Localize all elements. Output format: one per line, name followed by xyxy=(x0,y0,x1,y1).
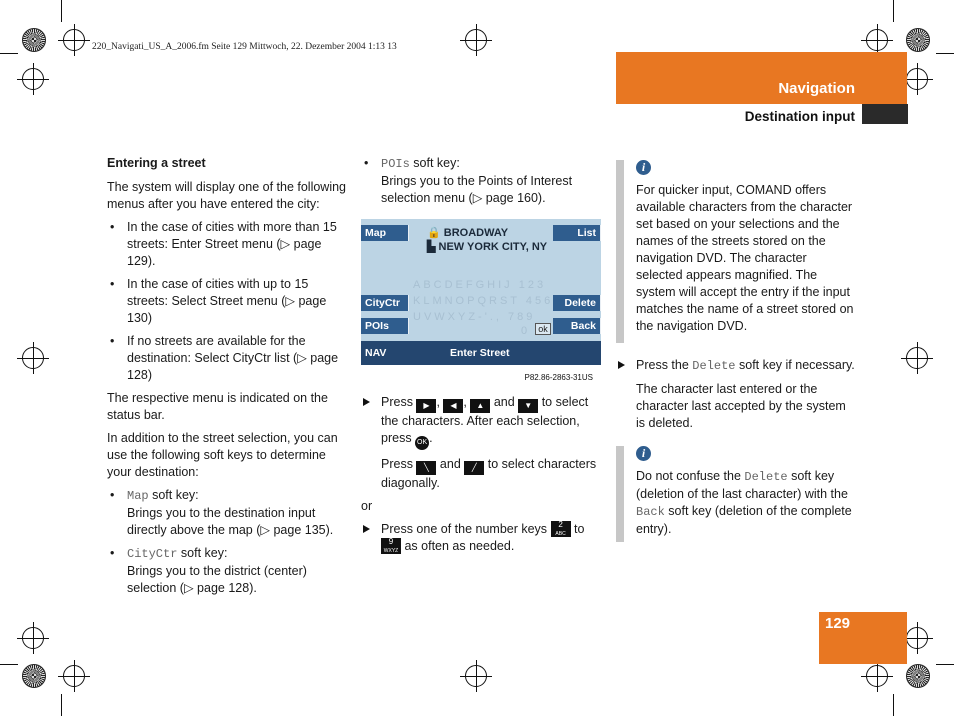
registration-rosette-icon xyxy=(906,28,930,52)
softkey-description: Brings you to the Points of Interest selection menu (▷ page 160). xyxy=(381,174,573,205)
list-item-pois-softkey: • POIs soft key: Brings you to the Points of Interest selection menu (▷ page 160). xyxy=(364,156,573,205)
column-middle xyxy=(361,155,603,561)
diagonal-key-icon: ╲ xyxy=(416,461,436,475)
intro-paragraph: The system will display one of the following menus after you have entered the city: xyxy=(107,180,347,211)
crop-line xyxy=(936,664,954,665)
char-row-1: ABCDEFGHIJ 123 xyxy=(413,279,547,291)
info-icon: i xyxy=(636,446,651,461)
heading-entering-street: Entering a street xyxy=(107,156,206,170)
info-box xyxy=(616,446,856,542)
right-key-icon: ▶ xyxy=(416,399,436,413)
crop-line xyxy=(0,664,18,665)
column-right xyxy=(616,160,856,556)
city-entry: ▙ NEW YORK CITY, NY xyxy=(427,241,548,253)
lock-icon: 🔒 xyxy=(427,227,441,239)
softkey-map: Map xyxy=(361,225,409,241)
status-paragraph: The respective menu is indicated on the status bar. xyxy=(107,391,328,422)
status-nav: NAV xyxy=(365,347,387,359)
crop-line xyxy=(893,694,894,716)
list-item-map-softkey: • Map soft key: Brings you to the destination input directly above the map (▷ page 135). xyxy=(110,488,334,537)
crop-line xyxy=(61,694,62,716)
list-item: • In the case of cities with up to 15 streets: Select Street menu (▷ page 130) xyxy=(110,277,327,325)
crosshair-icon xyxy=(22,627,44,649)
softkey-name: Back xyxy=(636,505,665,519)
softkey-name: CityCtr xyxy=(127,547,178,561)
or-separator: or xyxy=(361,499,373,513)
column-left xyxy=(107,155,347,603)
crop-line xyxy=(893,0,894,22)
softkey-name: Delete xyxy=(692,359,736,373)
status-menu: Enter Street xyxy=(450,347,510,359)
info-text: Do not confuse the Delete soft key (deletion of the last character) with the Back soft key (deletion of the complete entry). xyxy=(636,469,852,536)
crosshair-icon xyxy=(906,627,928,649)
up-key-icon: ▲ xyxy=(470,399,490,413)
crop-line xyxy=(61,0,62,22)
comand-screen-figure xyxy=(361,219,601,365)
registration-rosette-icon xyxy=(22,664,46,688)
softkey-delete: Delete xyxy=(553,295,601,311)
softkey-description: Brings you to the district (center) selection (▷ page 128). xyxy=(127,564,307,595)
registration-rosette-icon xyxy=(22,28,46,52)
section-title: Destination input xyxy=(744,109,855,124)
crosshair-icon xyxy=(22,347,44,369)
char-row-3: UVWXYZ-'., 789 xyxy=(413,311,536,323)
info-text: For quicker input, COMAND offers available characters from the character set based on your selections and the names of the streets stored on the navigation DVD. The character selected appears magnified. The system will accept the entry if the input matches the name of a street stored on the navigation DVD. xyxy=(636,183,854,333)
crosshair-icon xyxy=(63,665,85,687)
ok-button-icon: OK xyxy=(415,436,429,450)
ok-badge: ok xyxy=(535,323,551,335)
softkey-name: Delete xyxy=(744,470,788,484)
crosshair-icon xyxy=(465,29,487,51)
city-icon: ▙ xyxy=(427,241,436,253)
page-number: 129 xyxy=(819,612,907,664)
chapter-tab xyxy=(616,52,907,104)
street-entry: 🔒 BROADWAY xyxy=(427,227,509,239)
crosshair-icon xyxy=(906,68,928,90)
step-arrow-icon xyxy=(363,525,370,533)
softkey-list: List xyxy=(553,225,601,241)
softkey-cityctr: CityCtr xyxy=(361,295,409,311)
instruction-step: Press the Delete soft key if necessary. xyxy=(616,357,856,375)
list-item: • In the case of cities with more than 15 streets: Enter Street menu (▷ page 129). xyxy=(110,220,337,268)
number-key-9-icon: 9 WXYZ xyxy=(381,538,401,554)
result-text: The character last entered or the character last accepted by the system is deleted. xyxy=(636,382,846,430)
chapter-title: Navigation xyxy=(778,80,855,97)
softkey-back: Back xyxy=(553,318,601,334)
status-bar xyxy=(361,341,601,365)
file-header: 220_Navigati_US_A_2006.fm Seite 129 Mittwoch, 22. Dezember 2004 1:13 13 xyxy=(92,42,397,52)
info-icon: i xyxy=(636,160,651,175)
info-box xyxy=(616,160,856,343)
left-key-icon: ◀ xyxy=(443,399,463,413)
down-key-icon: ▼ xyxy=(518,399,538,413)
number-key-2-icon: 2 ABC xyxy=(551,521,571,537)
softkey-name: POIs xyxy=(381,157,410,171)
crosshair-icon xyxy=(866,665,888,687)
crop-line xyxy=(0,53,18,54)
crosshair-icon xyxy=(22,68,44,90)
section-marker xyxy=(862,104,908,124)
instruction-diagonal: Press ╲ and ╱ to select characters diagonally. xyxy=(381,457,597,490)
instruction-step: Press one of the number keys 2 ABC to 9 WXYZ as often as needed. xyxy=(361,521,603,555)
list-item-cityctr-softkey: • CityCtr soft key: Brings you to the district (center) selection (▷ page 128). xyxy=(110,546,307,595)
crop-line xyxy=(936,53,954,54)
softkey-description: Brings you to the destination input directly above the map (▷ page 135). xyxy=(127,506,334,537)
step-arrow-icon xyxy=(363,398,370,406)
crosshair-icon xyxy=(63,29,85,51)
registration-rosette-icon xyxy=(906,664,930,688)
crosshair-icon xyxy=(906,347,928,369)
char-row-2: KLMNOPQRST 456 xyxy=(413,295,554,307)
figure-reference: P82.86-2863-31US xyxy=(524,373,593,382)
softkey-name: Map xyxy=(127,489,149,503)
list-item: • If no streets are available for the destination: Select CityCtr list (▷ page 128) xyxy=(110,334,339,382)
softkeys-paragraph: In addition to the street selection, you can use the following soft keys to determine your destination: xyxy=(107,431,338,479)
crosshair-icon xyxy=(465,665,487,687)
instruction-step: Press ▶ , ◀ , ▲ and ▼ to select the characters. After each selection, press OK . xyxy=(361,394,603,450)
crosshair-icon xyxy=(866,29,888,51)
char-row-4: 0 xyxy=(521,325,531,337)
step-arrow-icon xyxy=(618,361,625,369)
diagonal-key-icon: ╱ xyxy=(464,461,484,475)
softkey-pois: POIs xyxy=(361,318,409,334)
